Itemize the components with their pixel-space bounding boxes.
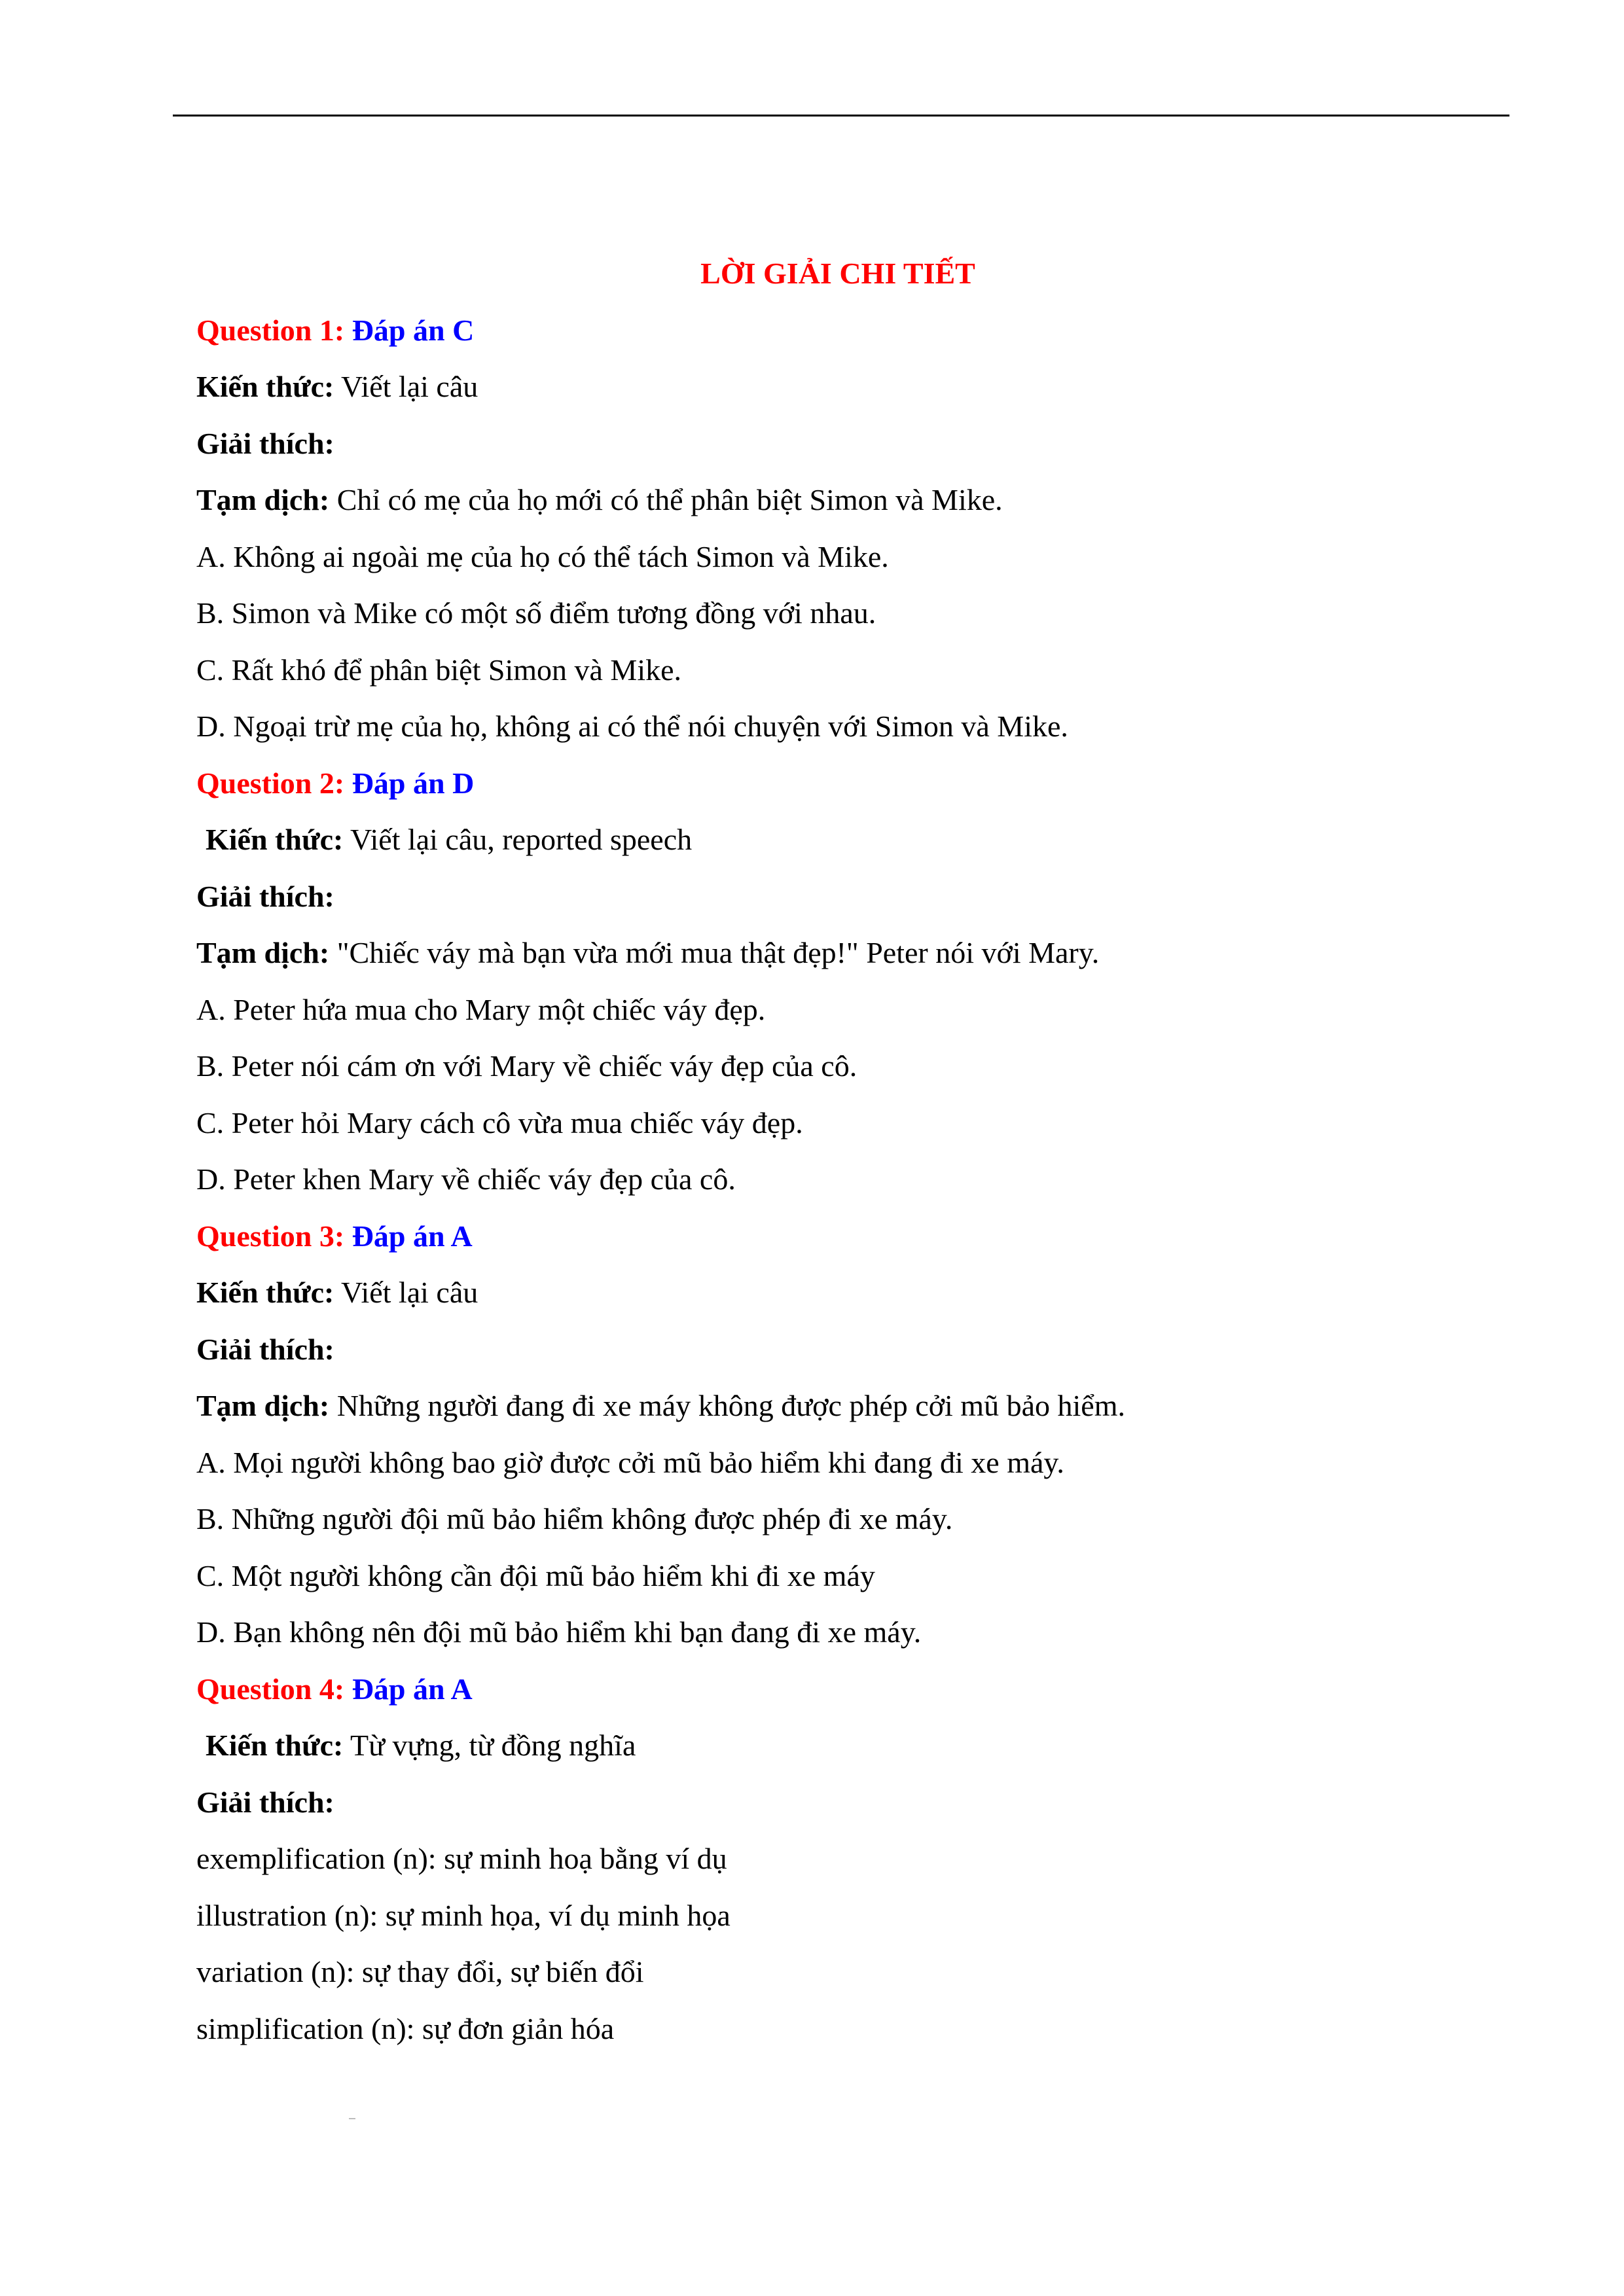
vocab-item: illustration (n): sự minh họa, ví dụ minh họa bbox=[196, 1898, 731, 1932]
explain-label: Giải thích: bbox=[196, 426, 334, 460]
knowledge-line bbox=[196, 812, 1479, 869]
vocab-item: simplification (n): sự đơn giản hóa bbox=[196, 2011, 615, 2045]
option-b: B. Những người đội mũ bảo hiểm không được phép đi xe máy. bbox=[196, 1502, 953, 1535]
knowledge-text: Từ vựng, từ đồng nghĩa bbox=[350, 1729, 636, 1762]
translation-text: Những người đang đi xe máy không được phép cởi mũ bảo hiểm. bbox=[336, 1389, 1125, 1422]
translation-text: "Chiếc váy mà bạn vừa mới mua thật đẹp!" Peter nói với Mary. bbox=[336, 936, 1100, 969]
translation-label: Tạm dịch: bbox=[196, 1389, 330, 1422]
explain-label: Giải thích: bbox=[196, 879, 334, 913]
option-d: D. Ngoại trừ mẹ của họ, không ai có thể nói chuyện với Simon và Mike. bbox=[196, 709, 1068, 743]
footer-mark bbox=[349, 2118, 355, 2119]
knowledge-text: Viết lại câu, reported speech bbox=[350, 823, 693, 856]
option-a: A. Không ai ngoài mẹ của họ có thể tách Simon và Mike. bbox=[196, 539, 889, 573]
option-c: C. Peter hỏi Mary cách cô vừa mua chiếc váy đẹp. bbox=[196, 1105, 803, 1139]
answer-key: Đáp án C bbox=[352, 313, 475, 347]
option-c: C. Rất khó để phân biệt Simon và Mike. bbox=[196, 653, 682, 687]
option-d: D. Peter khen Mary về chiếc váy đẹp của cô. bbox=[196, 1162, 736, 1196]
question-heading bbox=[196, 1208, 1479, 1265]
question-label: Question 1: bbox=[196, 313, 345, 347]
vocab-item: exemplification (n): sự minh hoạ bằng ví dụ bbox=[196, 1842, 727, 1875]
translation-line bbox=[196, 925, 1479, 982]
knowledge-line bbox=[196, 1717, 1479, 1774]
option-a: A. Mọi người không bao giờ được cởi mũ bảo hiểm khi đang đi xe máy. bbox=[196, 1445, 1064, 1479]
translation-line bbox=[196, 472, 1479, 529]
translation-label: Tạm dịch: bbox=[196, 936, 330, 969]
knowledge-label: Kiến thức: bbox=[206, 1729, 344, 1762]
answer-key: Đáp án D bbox=[352, 766, 475, 800]
knowledge-label: Kiến thức: bbox=[196, 370, 334, 403]
question-heading bbox=[196, 1661, 1479, 1718]
document-body bbox=[196, 245, 1479, 2057]
question-heading bbox=[196, 755, 1479, 812]
knowledge-label: Kiến thức: bbox=[206, 823, 344, 856]
option-d: D. Bạn không nên đội mũ bảo hiểm khi bạn đang đi xe máy. bbox=[196, 1615, 922, 1649]
explain-label: Giải thích: bbox=[196, 1785, 334, 1819]
option-b: B. Simon và Mike có một số điểm tương đồng với nhau. bbox=[196, 596, 876, 630]
option-b: B. Peter nói cám ơn với Mary về chiếc váy đẹp của cô. bbox=[196, 1049, 857, 1083]
question-label: Question 3: bbox=[196, 1219, 345, 1253]
page-title: LỜI GIẢI CHI TIẾT bbox=[700, 257, 975, 290]
translation-line bbox=[196, 1378, 1479, 1435]
knowledge-text: Viết lại câu bbox=[340, 370, 478, 403]
question-heading bbox=[196, 302, 1479, 359]
knowledge-label: Kiến thức: bbox=[196, 1276, 334, 1309]
explain-label: Giải thích: bbox=[196, 1332, 334, 1366]
header-rule bbox=[173, 115, 1509, 117]
option-c: C. Một người không cần đội mũ bảo hiểm khi đi xe máy bbox=[196, 1558, 875, 1592]
knowledge-line bbox=[196, 359, 1479, 416]
question-label: Question 4: bbox=[196, 1672, 345, 1706]
knowledge-text: Viết lại câu bbox=[340, 1276, 478, 1309]
answer-key: Đáp án A bbox=[352, 1219, 473, 1253]
translation-text: Chỉ có mẹ của họ mới có thể phân biệt Simon và Mike. bbox=[336, 483, 1003, 516]
translation-label: Tạm dịch: bbox=[196, 483, 330, 516]
option-a: A. Peter hứa mua cho Mary một chiếc váy đẹp. bbox=[196, 992, 766, 1026]
vocab-item: variation (n): sự thay đổi, sự biến đổi bbox=[196, 1955, 644, 1988]
knowledge-line bbox=[196, 1265, 1479, 1321]
answer-key: Đáp án A bbox=[352, 1672, 473, 1706]
question-label: Question 2: bbox=[196, 766, 345, 800]
